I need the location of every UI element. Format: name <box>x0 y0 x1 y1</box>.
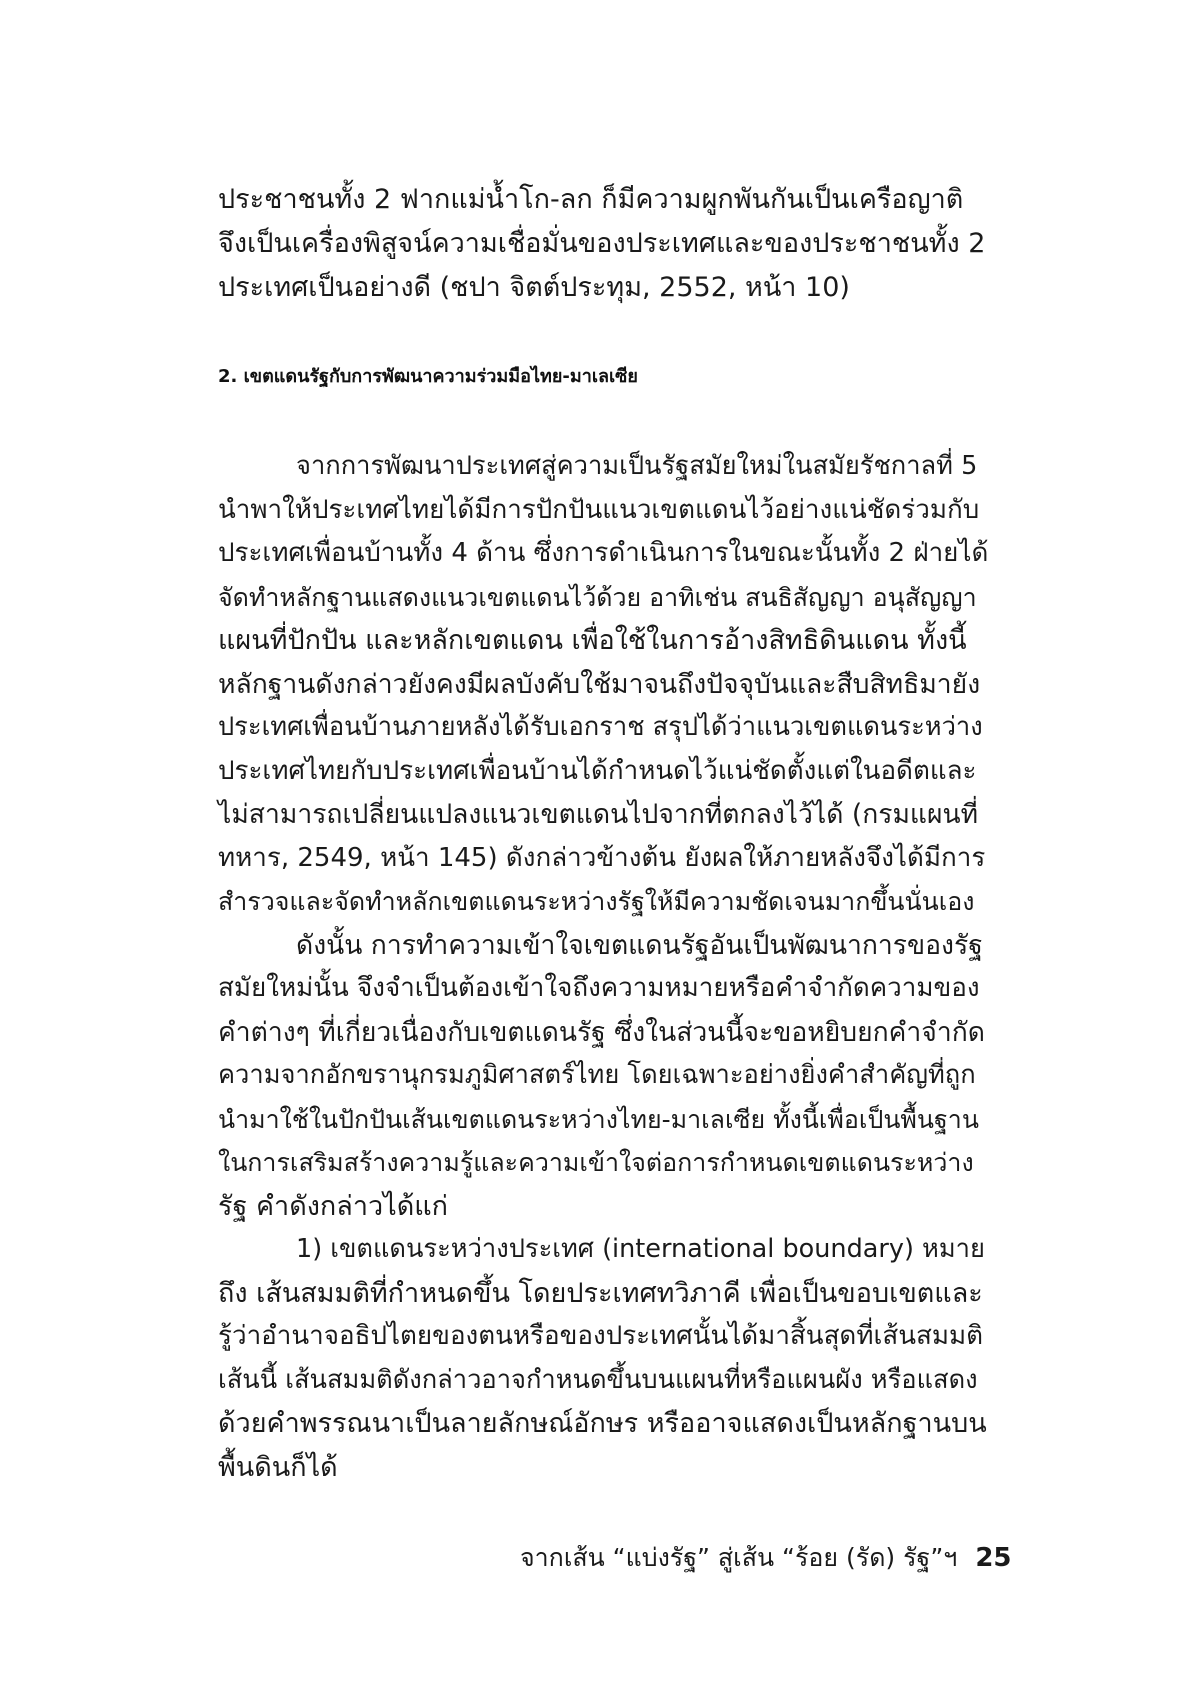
text-line: คำต่างๆ ที่เกี่ยวเนื่องกับเขตแดนรัฐ ซึ่งในส่วนนี้จะขอหยิบยกคำจำกัด <box>218 1016 985 1048</box>
text-line: รู้ว่าอำนาจอธิปไตยของตนหรือของประเทศนั้นได้มาสิ้นสุดที่เส้นสมมติ <box>218 1321 984 1351</box>
text-line: สำรวจและจัดทำหลักเขตแดนระหว่างรัฐให้มีความชัดเจนมากขึ้นนั่นเอง <box>218 887 975 916</box>
text-line: สมัยใหม่นั้น จึงจำเป็นต้องเข้าใจถึงความหมายหรือคำจำกัดความของ <box>218 973 980 1003</box>
page-footer <box>520 1541 1012 1575</box>
section-heading: 2. เขตแดนรัฐกับการพัฒนาความร่วมมือไทย-มาเลเซีย <box>218 366 638 387</box>
text-line: ทหาร, 2549, หน้า 145) ดังกล่าวข้างต้น ยังผลให้ภายหลังจึงได้มีการ <box>218 842 986 873</box>
text-line: ประเทศเพื่อนบ้านทั้ง 4 ด้าน ซึ่งการดำเนินการในขณะนั้นทั้ง 2 ฝ่ายได้ <box>218 538 989 568</box>
body-text <box>218 445 988 1489</box>
text-line: ประชาชนทั้ง 2 ฟากแม่น้ำโก-ลก ก็มีความผูกพันกันเป็นเครือญาติ <box>218 184 964 215</box>
text-line: พื้นดินก็ได้ <box>218 1451 338 1483</box>
text-line: รัฐ คำดังกล่าวได้แก่ <box>218 1190 449 1222</box>
text-line: เส้นนี้ เส้นสมมติดังกล่าวอาจกำหนดขึ้นบนแผนที่หรือแผนผัง หรือแสดง <box>218 1364 978 1395</box>
text-line: จึงเป็นเครื่องพิสูจน์ความเชื่อมั่นของประเทศและของประชาชนทั้ง 2 <box>218 228 986 259</box>
paragraph-first-line: ดังนั้น การทำความเข้าใจเขตแดนรัฐอันเป็นพัฒนาการของรัฐ <box>296 929 983 961</box>
text-line: ความจากอักขรานุกรมภูมิศาสตร์ไทย โดยเฉพาะอย่างยิ่งคำสำคัญที่ถูก <box>218 1060 976 1090</box>
text-line: หลักฐานดังกล่าวยังคงมีผลบังคับใช้มาจนถึงปัจจุบันและสืบสิทธิมายัง <box>218 668 981 700</box>
text-line: ด้วยคำพรรณนาเป็นลายลักษณ์อักษร หรืออาจแสดงเป็นหลักฐานบน <box>218 1408 987 1439</box>
page-number: 25 <box>975 1543 1012 1573</box>
text-line: ไม่สามารถเปลี่ยนแปลงแนวเขตแดนไปจากที่ตกลงไว้ได้ (กรมแผนที่ <box>218 799 979 830</box>
text-line: ในการเสริมสร้างความรู้และความเข้าใจต่อการกำหนดเขตแดนระหว่าง <box>218 1148 974 1177</box>
text-line: ประเทศเพื่อนบ้านภายหลังได้รับเอกราช สรุปได้ว่าแนวเขตแดนระหว่าง <box>218 712 983 742</box>
paragraph-first-line: จากการพัฒนาประเทศสู่ความเป็นรัฐสมัยใหม่ในสมัยรัชกาลที่ 5 <box>296 451 978 481</box>
text-line: แผนที่ปักปัน และหลักเขตแดน เพื่อใช้ในการอ้างสิทธิดินแดน ทั้งนี้ <box>218 625 967 656</box>
text-line: นำมาใช้ในปักปันเส้นเขตแดนระหว่างไทย-มาเลเซีย ทั้งนี้เพื่อเป็นพื้นฐาน <box>218 1104 979 1134</box>
running-title: จากเส้น “แบ่งรัฐ” สู่เส้น “ร้อย (รัด) รัฐ”ฯ <box>520 1543 958 1572</box>
text-line: ประเทศเป็นอย่างดี (ชปา จิตต์ประทุม, 2552, หน้า 10) <box>218 272 850 303</box>
paragraph-first-line: 1) เขตแดนระหว่างประเทศ (international boundary) หมาย <box>296 1234 985 1264</box>
text-line: ถึง เส้นสมมติที่กำหนดขึ้น โดยประเทศทวิภาคี เพื่อเป็นขอบเขตและ <box>218 1277 983 1309</box>
text-line: นำพาให้ประเทศไทยได้มีการปักปันแนวเขตแดนไว้อย่างแน่ชัดร่วมกับ <box>218 494 980 525</box>
text-line: จัดทำหลักฐานแสดงแนวเขตแดนไว้ด้วย อาทิเช่น สนธิสัญญา อนุสัญญา <box>218 582 977 612</box>
text-line: ประเทศไทยกับประเทศเพื่อนบ้านได้กำหนดไว้แน่ชัดตั้งแต่ในอดีตและ <box>218 755 977 786</box>
intro-paragraph <box>218 178 988 310</box>
